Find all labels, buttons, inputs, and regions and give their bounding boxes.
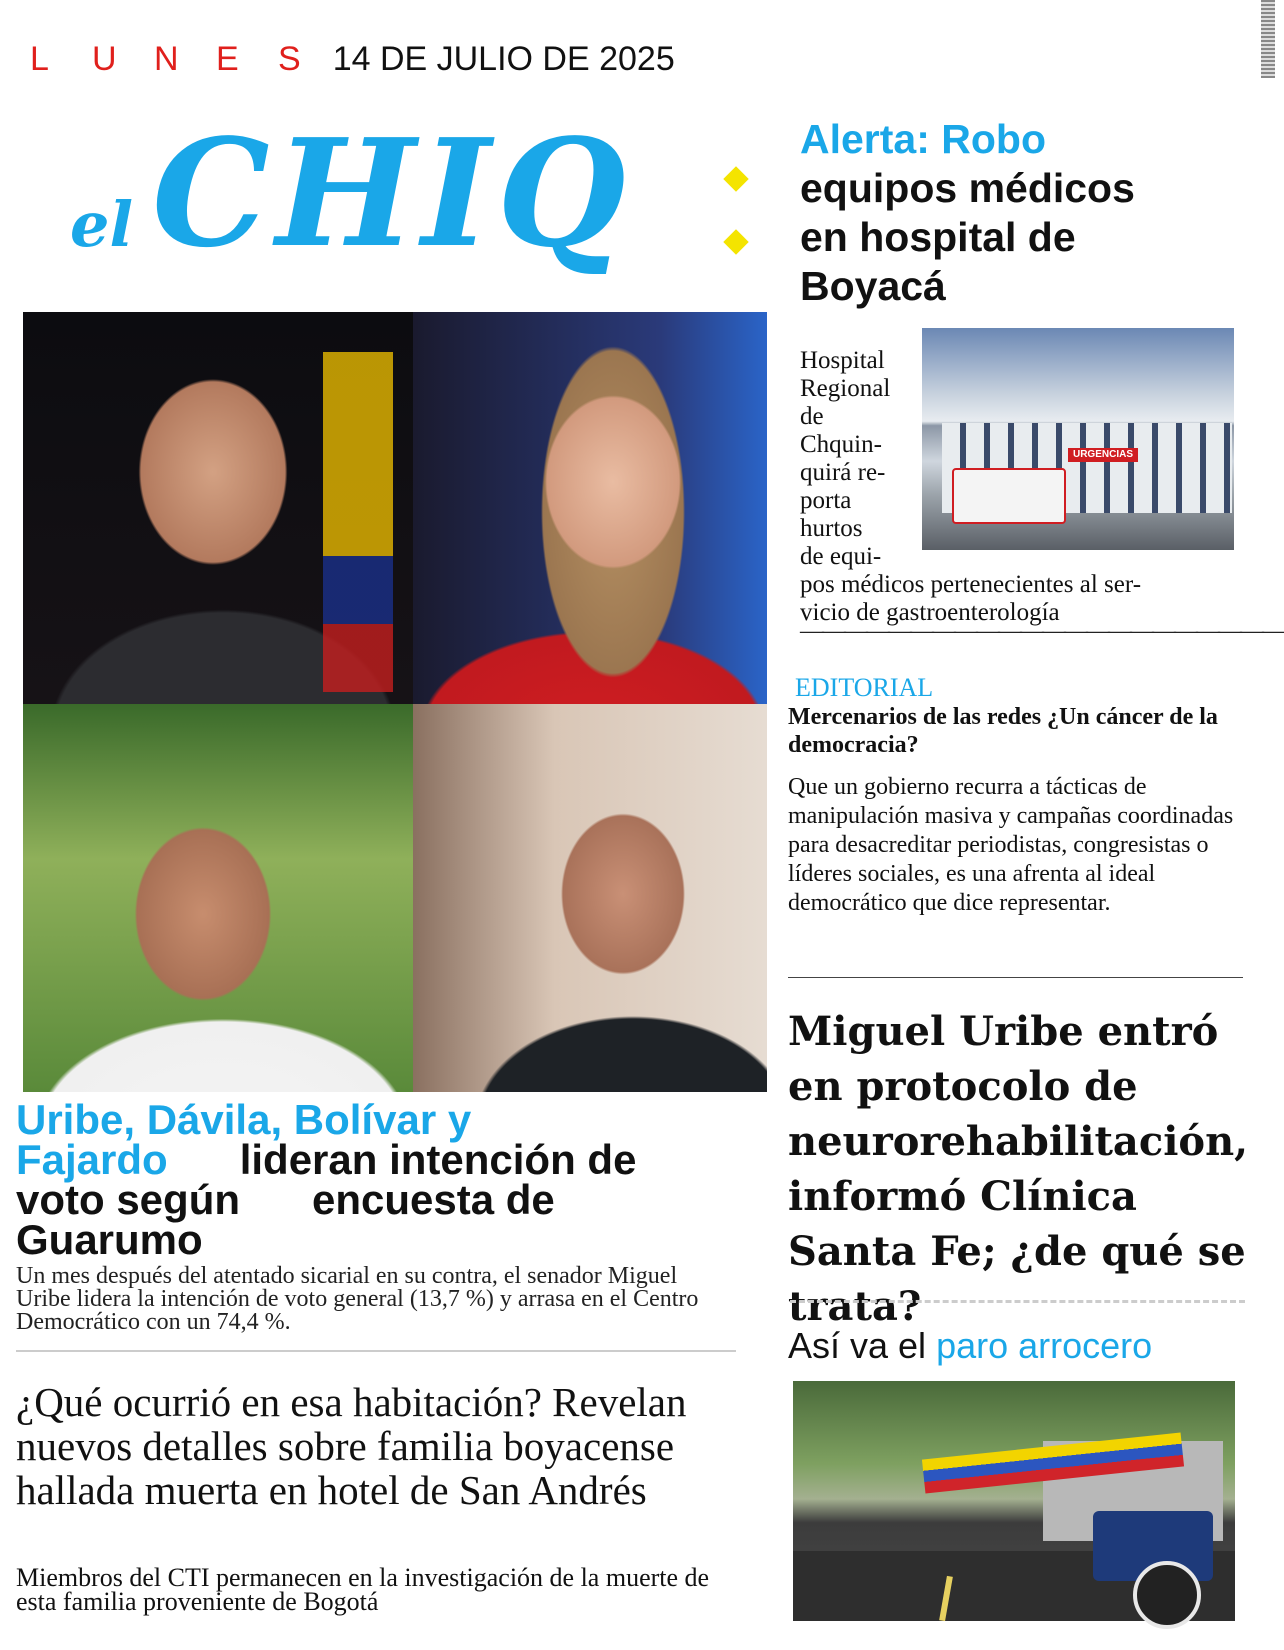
editorial-title[interactable]: Mercenarios de las redes ¿Un cáncer de la democracia? [788,704,1218,758]
newspaper-logo[interactable] [70,106,760,280]
alert-body-line: quirá re- [800,459,886,486]
photo-candidate-fajardo [413,704,767,1092]
story2-lead: Miembros del CTI permanecen en la investigación de la muerte de esta familia proveniente de Bogotá [16,1563,710,1616]
day-name [30,40,301,79]
alert-headline-line: equipos médicos [800,165,1135,211]
alert-label: Alerta: Robo [800,116,1046,162]
logo-diamond-icon [723,166,748,191]
headline-blue-text: Fajardo [16,1136,168,1183]
logo-diamond-icon [723,229,748,254]
alert-body-line: Hospital [800,347,885,374]
issue-date: 14 DE JULIO DE 2025 [332,40,675,78]
alert-body-line: hurtos [800,515,863,542]
flag-decoration [323,352,393,692]
headline-black-text: encuesta de [312,1176,555,1223]
uribe-headline[interactable]: Miguel Uribe entró en protocolo de neurorehabilitación, informó Clínica Santa Fe; ¿de qué se trata? [788,1008,1249,1330]
headline-black-text: voto según [16,1176,241,1223]
alert-body-line: Chquin- [800,431,882,458]
day-letter: E [216,40,239,78]
story2-headline[interactable]: ¿Qué ocurrió en esa habitación? Revelan nuevos detalles sobre familia boyacense hallada muerta en hotel de San Andrés [16,1379,687,1513]
scrollbar[interactable] [1261,0,1275,78]
headline-black-text: Guarumo [16,1216,203,1263]
alert-body-line: Regional [800,375,891,402]
main-photo-collage[interactable] [23,312,767,1092]
alert-body-line: pos médicos pertenecientes al ser- [800,571,1142,598]
paro-headline-blue: paro arrocero [936,1325,1153,1366]
alert-body-line: de [800,403,824,430]
main-story-lead: Un mes después del atentado sicarial en su contra, el senador Miguel Uribe lidera la intención de voto general (13,7 %) y arrasa en el Centro Democrático con un 74,4 %. [16,1263,699,1335]
section-divider [790,1300,1245,1303]
tractor-wheel [1133,1561,1201,1629]
alert-body-line: de equi- [800,543,882,570]
urgencias-sign: URGENCIAS [1068,448,1138,462]
editorial-body: Que un gobierno recurra a tácticas de manipulación masiva y campañas coordinadas para desacreditar periodistas, congresistas o líderes sociales, es una afrenta al ideal democrático que dice representar. [788,774,1234,916]
alert-body [800,347,1230,627]
headline-line [16,1216,736,1263]
alert-divider: —————————————————————— [800,618,1284,644]
photo-candidate-uribe [23,312,413,704]
logo-name: CHIQ [152,106,632,280]
paro-headline[interactable] [788,1325,1152,1367]
alert-headline-line: en hospital de [800,214,1076,260]
day-letter: L [30,40,49,78]
day-letter: N [154,40,179,78]
paro-headline-black: Así va el [788,1325,927,1366]
day-letter: U [92,40,117,78]
masthead-date-row [30,40,675,79]
headline-line [16,1096,736,1143]
alert-headline[interactable] [800,115,1230,311]
logo-prefix: el [70,188,133,261]
alert-headline-line: Boyacá [800,263,946,309]
section-divider [16,1350,736,1352]
day-letter: S [278,40,301,78]
alert-body-line: porta [800,487,852,514]
alert-body-line: vicio de gastroenterología [800,599,1060,626]
paro-photo[interactable] [793,1381,1235,1617]
headline-line [16,1136,736,1183]
main-headline[interactable] [16,1096,736,1263]
photo-candidate-davila [413,312,767,704]
alert-body-narrow [800,347,915,571]
headline-line [16,1176,736,1223]
section-divider [788,977,1243,978]
headline-black-text: lideran intención de [239,1136,637,1183]
editorial-label: EDITORIAL [795,673,934,702]
photo-candidate-bolivar [23,704,413,1092]
headline-blue-text: Uribe, Dávila, Bolívar y [16,1096,472,1143]
